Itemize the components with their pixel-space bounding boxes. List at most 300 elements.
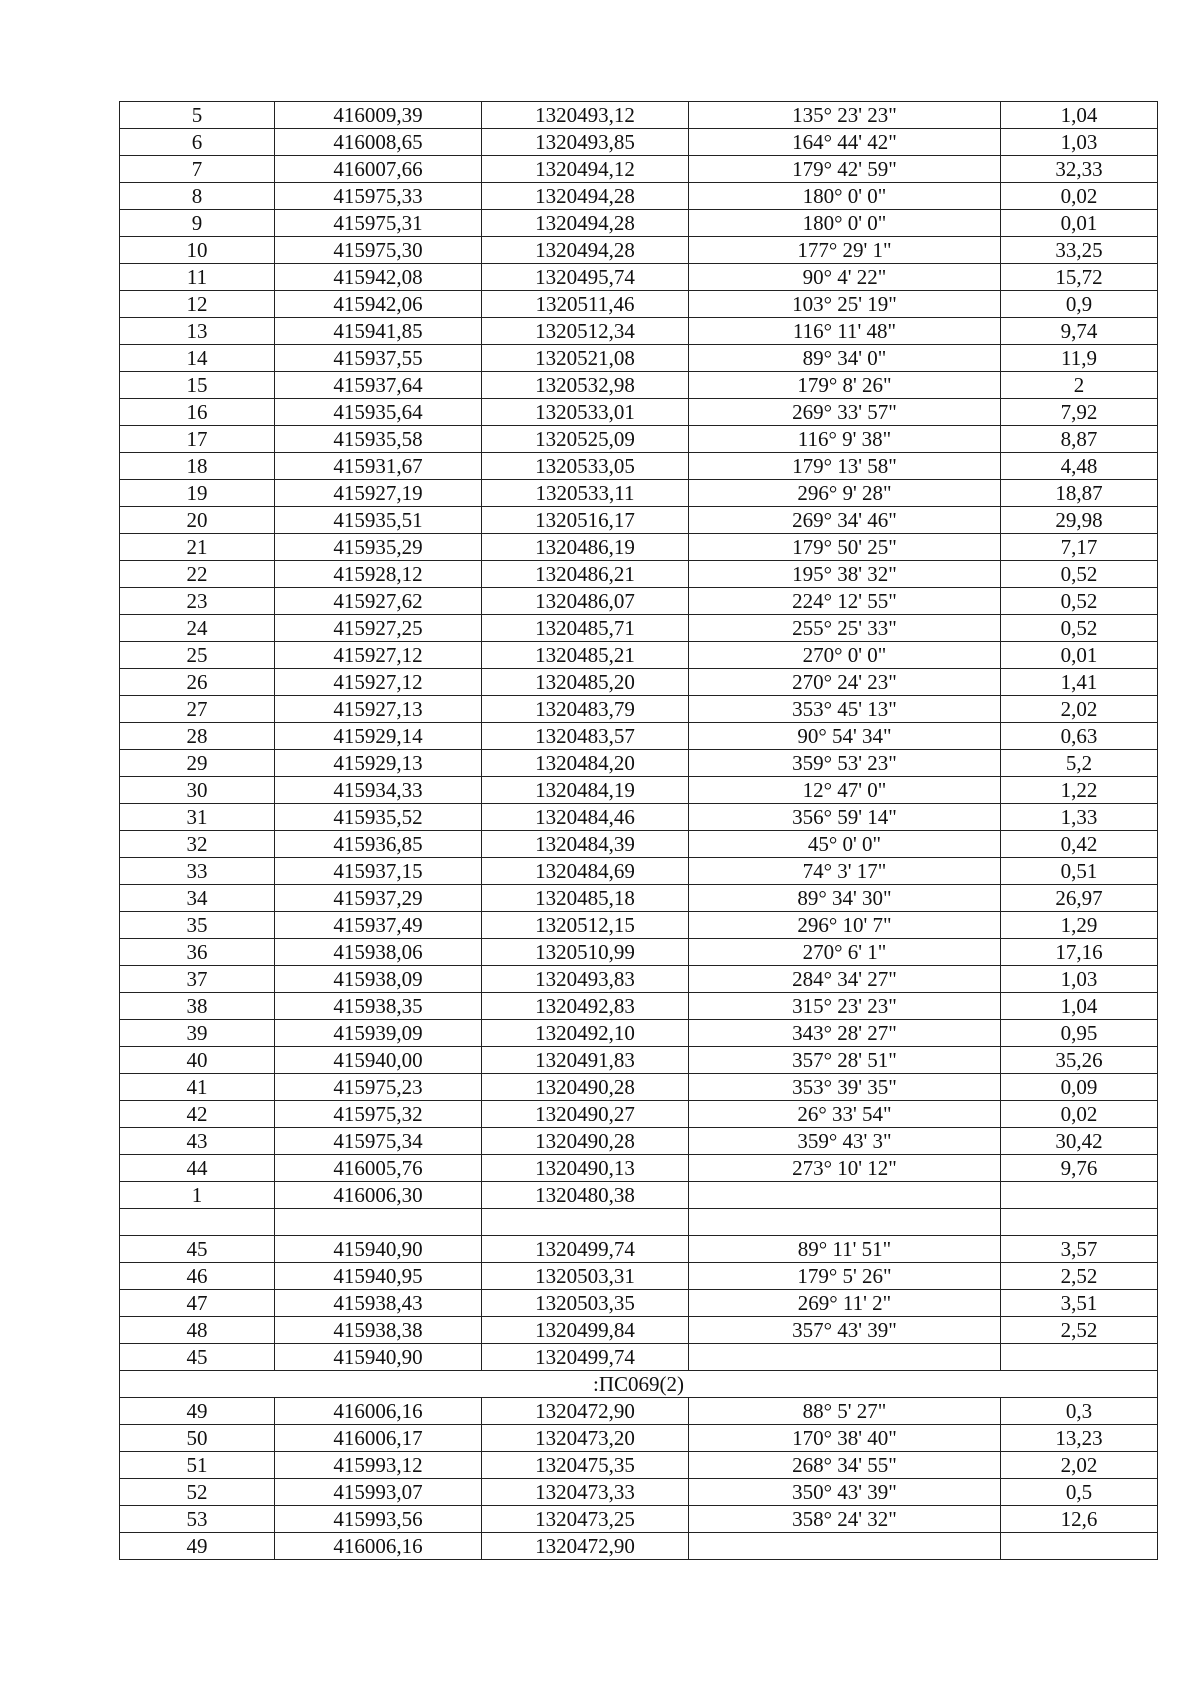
segment-length-cell: 17,16 <box>1001 939 1158 966</box>
x-coordinate-cell: 415929,14 <box>275 723 482 750</box>
table-row <box>120 264 1158 291</box>
table-row <box>120 561 1158 588</box>
y-coordinate-cell: 1320493,83 <box>482 966 689 993</box>
table-row <box>120 1155 1158 1182</box>
point-number-cell: 45 <box>120 1236 275 1263</box>
x-coordinate-cell: 415993,07 <box>275 1479 482 1506</box>
segment-length-cell: 5,2 <box>1001 750 1158 777</box>
y-coordinate-cell: 1320512,34 <box>482 318 689 345</box>
x-coordinate-cell: 415993,56 <box>275 1506 482 1533</box>
segment-length-cell: 1,04 <box>1001 102 1158 129</box>
direction-angle-cell: 269° 33' 57" <box>689 399 1001 426</box>
y-coordinate-cell: 1320493,12 <box>482 102 689 129</box>
point-number-cell: 10 <box>120 237 275 264</box>
x-coordinate-cell: 415936,85 <box>275 831 482 858</box>
direction-angle-cell: 135° 23' 23" <box>689 102 1001 129</box>
segment-length-cell: 0,9 <box>1001 291 1158 318</box>
x-coordinate-cell: 415938,06 <box>275 939 482 966</box>
x-coordinate-cell: 415941,85 <box>275 318 482 345</box>
y-coordinate-cell: 1320475,35 <box>482 1452 689 1479</box>
y-coordinate-cell: 1320503,35 <box>482 1290 689 1317</box>
segment-length-cell: 26,97 <box>1001 885 1158 912</box>
x-coordinate-cell: 415975,32 <box>275 1101 482 1128</box>
point-number-cell: 43 <box>120 1128 275 1155</box>
x-coordinate-cell: 415975,30 <box>275 237 482 264</box>
y-coordinate-cell: 1320472,90 <box>482 1398 689 1425</box>
y-coordinate-cell: 1320533,05 <box>482 453 689 480</box>
point-number-cell: 45 <box>120 1344 275 1371</box>
table-row <box>120 1452 1158 1479</box>
table-row <box>120 939 1158 966</box>
y-coordinate-cell: 1320483,57 <box>482 723 689 750</box>
y-coordinate-cell: 1320483,79 <box>482 696 689 723</box>
segment-length-cell: 18,87 <box>1001 480 1158 507</box>
direction-angle-cell: 116° 11' 48" <box>689 318 1001 345</box>
segment-length-cell: 0,52 <box>1001 561 1158 588</box>
table-row <box>120 1209 1158 1236</box>
segment-length-cell <box>1001 1182 1158 1209</box>
table-row <box>120 291 1158 318</box>
y-coordinate-cell: 1320486,19 <box>482 534 689 561</box>
x-coordinate-cell: 415935,51 <box>275 507 482 534</box>
x-coordinate-cell: 415938,43 <box>275 1290 482 1317</box>
table-row <box>120 1182 1158 1209</box>
x-coordinate-cell: 415929,13 <box>275 750 482 777</box>
direction-angle-cell: 103° 25' 19" <box>689 291 1001 318</box>
y-coordinate-cell: 1320473,25 <box>482 1506 689 1533</box>
direction-angle-cell: 179° 5' 26" <box>689 1263 1001 1290</box>
point-number-cell: 23 <box>120 588 275 615</box>
segment-length-cell: 2 <box>1001 372 1158 399</box>
point-number-cell: 16 <box>120 399 275 426</box>
segment-length-cell: 30,42 <box>1001 1128 1158 1155</box>
table-row <box>120 210 1158 237</box>
table-row <box>120 696 1158 723</box>
section-label: :ПС069(2) <box>120 1371 1158 1398</box>
direction-angle-cell: 273° 10' 12" <box>689 1155 1001 1182</box>
y-coordinate-cell: 1320512,15 <box>482 912 689 939</box>
y-coordinate-cell: 1320532,98 <box>482 372 689 399</box>
table-row <box>120 912 1158 939</box>
direction-angle-cell: 296° 9' 28" <box>689 480 1001 507</box>
direction-angle-cell: 12° 47' 0" <box>689 777 1001 804</box>
point-number-cell: 18 <box>120 453 275 480</box>
table-row <box>120 669 1158 696</box>
point-number-cell: 34 <box>120 885 275 912</box>
point-number-cell: 13 <box>120 318 275 345</box>
direction-angle-cell: 296° 10' 7" <box>689 912 1001 939</box>
table-row <box>120 1533 1158 1560</box>
y-coordinate-cell: 1320494,28 <box>482 183 689 210</box>
point-number-cell: 24 <box>120 615 275 642</box>
table-row <box>120 858 1158 885</box>
x-coordinate-cell: 415927,12 <box>275 669 482 696</box>
x-coordinate-cell: 415940,90 <box>275 1344 482 1371</box>
direction-angle-cell: 88° 5' 27" <box>689 1398 1001 1425</box>
direction-angle-cell: 116° 9' 38" <box>689 426 1001 453</box>
segment-length-cell: 0,01 <box>1001 642 1158 669</box>
segment-length-cell: 1,03 <box>1001 129 1158 156</box>
table-row <box>120 723 1158 750</box>
point-number-cell: 17 <box>120 426 275 453</box>
direction-angle-cell: 179° 8' 26" <box>689 372 1001 399</box>
direction-angle-cell: 353° 45' 13" <box>689 696 1001 723</box>
direction-angle-cell: 315° 23' 23" <box>689 993 1001 1020</box>
segment-length-cell: 0,95 <box>1001 1020 1158 1047</box>
point-number-cell <box>120 1209 275 1236</box>
x-coordinate-cell: 415931,67 <box>275 453 482 480</box>
point-number-cell: 32 <box>120 831 275 858</box>
x-coordinate-cell: 415942,08 <box>275 264 482 291</box>
point-number-cell: 6 <box>120 129 275 156</box>
table-row <box>120 615 1158 642</box>
table-row <box>120 1128 1158 1155</box>
x-coordinate-cell: 415937,49 <box>275 912 482 939</box>
direction-angle-cell: 359° 43' 3" <box>689 1128 1001 1155</box>
point-number-cell: 30 <box>120 777 275 804</box>
y-coordinate-cell: 1320521,08 <box>482 345 689 372</box>
direction-angle-cell: 255° 25' 33" <box>689 615 1001 642</box>
segment-length-cell: 2,52 <box>1001 1263 1158 1290</box>
point-number-cell: 19 <box>120 480 275 507</box>
y-coordinate-cell: 1320480,38 <box>482 1182 689 1209</box>
segment-length-cell: 1,41 <box>1001 669 1158 696</box>
table-row <box>120 966 1158 993</box>
table-row <box>120 480 1158 507</box>
direction-angle-cell: 89° 34' 0" <box>689 345 1001 372</box>
segment-length-cell: 35,26 <box>1001 1047 1158 1074</box>
x-coordinate-cell: 415940,95 <box>275 1263 482 1290</box>
direction-angle-cell: 358° 24' 32" <box>689 1506 1001 1533</box>
y-coordinate-cell: 1320485,20 <box>482 669 689 696</box>
segment-length-cell: 2,52 <box>1001 1317 1158 1344</box>
table-row <box>120 993 1158 1020</box>
direction-angle-cell: 343° 28' 27" <box>689 1020 1001 1047</box>
table-row <box>120 1425 1158 1452</box>
segment-length-cell: 2,02 <box>1001 1452 1158 1479</box>
direction-angle-cell: 170° 38' 40" <box>689 1425 1001 1452</box>
y-coordinate-cell: 1320491,83 <box>482 1047 689 1074</box>
direction-angle-cell: 270° 24' 23" <box>689 669 1001 696</box>
table-row <box>120 804 1158 831</box>
direction-angle-cell: 269° 34' 46" <box>689 507 1001 534</box>
x-coordinate-cell: 415935,58 <box>275 426 482 453</box>
segment-length-cell: 0,52 <box>1001 588 1158 615</box>
x-coordinate-cell: 416009,39 <box>275 102 482 129</box>
direction-angle-cell: 177° 29' 1" <box>689 237 1001 264</box>
y-coordinate-cell: 1320484,39 <box>482 831 689 858</box>
point-number-cell: 49 <box>120 1533 275 1560</box>
table-row <box>120 1506 1158 1533</box>
x-coordinate-cell: 415935,64 <box>275 399 482 426</box>
point-number-cell: 35 <box>120 912 275 939</box>
x-coordinate-cell: 415927,25 <box>275 615 482 642</box>
x-coordinate-cell: 415975,31 <box>275 210 482 237</box>
y-coordinate-cell: 1320472,90 <box>482 1533 689 1560</box>
point-number-cell: 49 <box>120 1398 275 1425</box>
section-header-row <box>120 1371 1158 1398</box>
point-number-cell: 47 <box>120 1290 275 1317</box>
segment-length-cell: 4,48 <box>1001 453 1158 480</box>
segment-length-cell: 0,09 <box>1001 1074 1158 1101</box>
table-row <box>120 1074 1158 1101</box>
point-number-cell: 22 <box>120 561 275 588</box>
segment-length-cell: 1,22 <box>1001 777 1158 804</box>
point-number-cell: 51 <box>120 1452 275 1479</box>
direction-angle-cell: 90° 4' 22" <box>689 264 1001 291</box>
point-number-cell: 27 <box>120 696 275 723</box>
direction-angle-cell: 270° 6' 1" <box>689 939 1001 966</box>
segment-length-cell: 29,98 <box>1001 507 1158 534</box>
direction-angle-cell <box>689 1182 1001 1209</box>
table-row <box>120 777 1158 804</box>
point-number-cell: 41 <box>120 1074 275 1101</box>
x-coordinate-cell: 415935,52 <box>275 804 482 831</box>
x-coordinate-cell: 415993,12 <box>275 1452 482 1479</box>
table-row <box>120 1344 1158 1371</box>
table-row <box>120 156 1158 183</box>
y-coordinate-cell: 1320485,21 <box>482 642 689 669</box>
point-number-cell: 8 <box>120 183 275 210</box>
table-row <box>120 183 1158 210</box>
segment-length-cell: 7,92 <box>1001 399 1158 426</box>
y-coordinate-cell <box>482 1209 689 1236</box>
direction-angle-cell: 179° 13' 58" <box>689 453 1001 480</box>
table-row <box>120 345 1158 372</box>
x-coordinate-cell: 415937,29 <box>275 885 482 912</box>
point-number-cell: 26 <box>120 669 275 696</box>
table-row <box>120 426 1158 453</box>
x-coordinate-cell: 415927,62 <box>275 588 482 615</box>
direction-angle-cell: 353° 39' 35" <box>689 1074 1001 1101</box>
point-number-cell: 38 <box>120 993 275 1020</box>
direction-angle-cell: 284° 34' 27" <box>689 966 1001 993</box>
point-number-cell: 11 <box>120 264 275 291</box>
y-coordinate-cell: 1320484,69 <box>482 858 689 885</box>
y-coordinate-cell: 1320503,31 <box>482 1263 689 1290</box>
point-number-cell: 33 <box>120 858 275 885</box>
x-coordinate-cell: 415938,38 <box>275 1317 482 1344</box>
y-coordinate-cell: 1320499,84 <box>482 1317 689 1344</box>
direction-angle-cell: 356° 59' 14" <box>689 804 1001 831</box>
y-coordinate-cell: 1320493,85 <box>482 129 689 156</box>
segment-length-cell: 3,57 <box>1001 1236 1158 1263</box>
table-row <box>120 831 1158 858</box>
direction-angle-cell: 224° 12' 55" <box>689 588 1001 615</box>
y-coordinate-cell: 1320473,20 <box>482 1425 689 1452</box>
x-coordinate-cell: 416006,16 <box>275 1398 482 1425</box>
segment-length-cell: 9,76 <box>1001 1155 1158 1182</box>
table-row <box>120 750 1158 777</box>
point-number-cell: 21 <box>120 534 275 561</box>
table-row <box>120 318 1158 345</box>
table-row <box>120 453 1158 480</box>
table-row <box>120 1479 1158 1506</box>
table-row <box>120 642 1158 669</box>
table-row <box>120 1101 1158 1128</box>
direction-angle-cell: 180° 0' 0" <box>689 183 1001 210</box>
x-coordinate-cell: 415940,90 <box>275 1236 482 1263</box>
y-coordinate-cell: 1320490,13 <box>482 1155 689 1182</box>
y-coordinate-cell: 1320495,74 <box>482 264 689 291</box>
point-number-cell: 46 <box>120 1263 275 1290</box>
y-coordinate-cell: 1320533,11 <box>482 480 689 507</box>
y-coordinate-cell: 1320510,99 <box>482 939 689 966</box>
point-number-cell: 39 <box>120 1020 275 1047</box>
direction-angle-cell <box>689 1209 1001 1236</box>
segment-length-cell: 1,29 <box>1001 912 1158 939</box>
x-coordinate-cell: 415928,12 <box>275 561 482 588</box>
table-row <box>120 372 1158 399</box>
segment-length-cell <box>1001 1533 1158 1560</box>
point-number-cell: 36 <box>120 939 275 966</box>
x-coordinate-cell: 415975,23 <box>275 1074 482 1101</box>
y-coordinate-cell: 1320494,28 <box>482 210 689 237</box>
coordinates-table <box>119 101 1158 1560</box>
table-row <box>120 1020 1158 1047</box>
direction-angle-cell: 359° 53' 23" <box>689 750 1001 777</box>
x-coordinate-cell: 416007,66 <box>275 156 482 183</box>
x-coordinate-cell: 415937,64 <box>275 372 482 399</box>
segment-length-cell: 0,02 <box>1001 183 1158 210</box>
direction-angle-cell <box>689 1344 1001 1371</box>
point-number-cell: 25 <box>120 642 275 669</box>
x-coordinate-cell <box>275 1209 482 1236</box>
segment-length-cell: 9,74 <box>1001 318 1158 345</box>
y-coordinate-cell: 1320494,12 <box>482 156 689 183</box>
point-number-cell: 42 <box>120 1101 275 1128</box>
point-number-cell: 50 <box>120 1425 275 1452</box>
direction-angle-cell: 195° 38' 32" <box>689 561 1001 588</box>
y-coordinate-cell: 1320486,07 <box>482 588 689 615</box>
point-number-cell: 28 <box>120 723 275 750</box>
y-coordinate-cell: 1320525,09 <box>482 426 689 453</box>
point-number-cell: 1 <box>120 1182 275 1209</box>
x-coordinate-cell: 416008,65 <box>275 129 482 156</box>
table-row <box>120 1398 1158 1425</box>
x-coordinate-cell: 415938,09 <box>275 966 482 993</box>
direction-angle-cell: 270° 0' 0" <box>689 642 1001 669</box>
y-coordinate-cell: 1320492,10 <box>482 1020 689 1047</box>
x-coordinate-cell: 415927,12 <box>275 642 482 669</box>
x-coordinate-cell: 415975,33 <box>275 183 482 210</box>
segment-length-cell: 11,9 <box>1001 345 1158 372</box>
point-number-cell: 9 <box>120 210 275 237</box>
segment-length-cell: 15,72 <box>1001 264 1158 291</box>
y-coordinate-cell: 1320484,19 <box>482 777 689 804</box>
point-number-cell: 20 <box>120 507 275 534</box>
y-coordinate-cell: 1320486,21 <box>482 561 689 588</box>
x-coordinate-cell: 416006,17 <box>275 1425 482 1452</box>
point-number-cell: 37 <box>120 966 275 993</box>
segment-length-cell: 8,87 <box>1001 426 1158 453</box>
point-number-cell: 5 <box>120 102 275 129</box>
point-number-cell: 12 <box>120 291 275 318</box>
table-row <box>120 237 1158 264</box>
segment-length-cell: 0,3 <box>1001 1398 1158 1425</box>
direction-angle-cell: 26° 33' 54" <box>689 1101 1001 1128</box>
y-coordinate-cell: 1320485,18 <box>482 885 689 912</box>
table-row <box>120 399 1158 426</box>
segment-length-cell <box>1001 1209 1158 1236</box>
point-number-cell: 44 <box>120 1155 275 1182</box>
direction-angle-cell: 179° 50' 25" <box>689 534 1001 561</box>
segment-length-cell: 1,04 <box>1001 993 1158 1020</box>
y-coordinate-cell: 1320516,17 <box>482 507 689 534</box>
table-row <box>120 1236 1158 1263</box>
table-row <box>120 102 1158 129</box>
y-coordinate-cell: 1320490,27 <box>482 1101 689 1128</box>
y-coordinate-cell: 1320494,28 <box>482 237 689 264</box>
direction-angle-cell <box>689 1533 1001 1560</box>
point-number-cell: 14 <box>120 345 275 372</box>
direction-angle-cell: 180° 0' 0" <box>689 210 1001 237</box>
segment-length-cell: 2,02 <box>1001 696 1158 723</box>
x-coordinate-cell: 415940,00 <box>275 1047 482 1074</box>
table-row <box>120 1047 1158 1074</box>
point-number-cell: 31 <box>120 804 275 831</box>
direction-angle-cell: 350° 43' 39" <box>689 1479 1001 1506</box>
direction-angle-cell: 269° 11' 2" <box>689 1290 1001 1317</box>
y-coordinate-cell: 1320499,74 <box>482 1236 689 1263</box>
segment-length-cell: 0,63 <box>1001 723 1158 750</box>
x-coordinate-cell: 415942,06 <box>275 291 482 318</box>
segment-length-cell: 3,51 <box>1001 1290 1158 1317</box>
x-coordinate-cell: 415938,35 <box>275 993 482 1020</box>
point-number-cell: 52 <box>120 1479 275 1506</box>
y-coordinate-cell: 1320499,74 <box>482 1344 689 1371</box>
segment-length-cell: 13,23 <box>1001 1425 1158 1452</box>
x-coordinate-cell: 415927,13 <box>275 696 482 723</box>
segment-length-cell: 0,51 <box>1001 858 1158 885</box>
segment-length-cell: 1,33 <box>1001 804 1158 831</box>
y-coordinate-cell: 1320484,46 <box>482 804 689 831</box>
point-number-cell: 48 <box>120 1317 275 1344</box>
point-number-cell: 53 <box>120 1506 275 1533</box>
x-coordinate-cell: 416006,30 <box>275 1182 482 1209</box>
segment-length-cell: 0,52 <box>1001 615 1158 642</box>
y-coordinate-cell: 1320490,28 <box>482 1074 689 1101</box>
x-coordinate-cell: 415937,55 <box>275 345 482 372</box>
x-coordinate-cell: 416006,16 <box>275 1533 482 1560</box>
y-coordinate-cell: 1320492,83 <box>482 993 689 1020</box>
segment-length-cell <box>1001 1344 1158 1371</box>
x-coordinate-cell: 416005,76 <box>275 1155 482 1182</box>
table-row <box>120 1290 1158 1317</box>
table-row <box>120 129 1158 156</box>
x-coordinate-cell: 415975,34 <box>275 1128 482 1155</box>
segment-length-cell: 0,5 <box>1001 1479 1158 1506</box>
y-coordinate-cell: 1320533,01 <box>482 399 689 426</box>
y-coordinate-cell: 1320490,28 <box>482 1128 689 1155</box>
direction-angle-cell: 164° 44' 42" <box>689 129 1001 156</box>
direction-angle-cell: 268° 34' 55" <box>689 1452 1001 1479</box>
direction-angle-cell: 357° 43' 39" <box>689 1317 1001 1344</box>
direction-angle-cell: 90° 54' 34" <box>689 723 1001 750</box>
x-coordinate-cell: 415927,19 <box>275 480 482 507</box>
table-row <box>120 507 1158 534</box>
direction-angle-cell: 357° 28' 51" <box>689 1047 1001 1074</box>
direction-angle-cell: 89° 34' 30" <box>689 885 1001 912</box>
point-number-cell: 40 <box>120 1047 275 1074</box>
x-coordinate-cell: 415937,15 <box>275 858 482 885</box>
segment-length-cell: 33,25 <box>1001 237 1158 264</box>
point-number-cell: 29 <box>120 750 275 777</box>
y-coordinate-cell: 1320484,20 <box>482 750 689 777</box>
coordinates-table-body <box>120 102 1158 1560</box>
x-coordinate-cell: 415939,09 <box>275 1020 482 1047</box>
direction-angle-cell: 45° 0' 0" <box>689 831 1001 858</box>
